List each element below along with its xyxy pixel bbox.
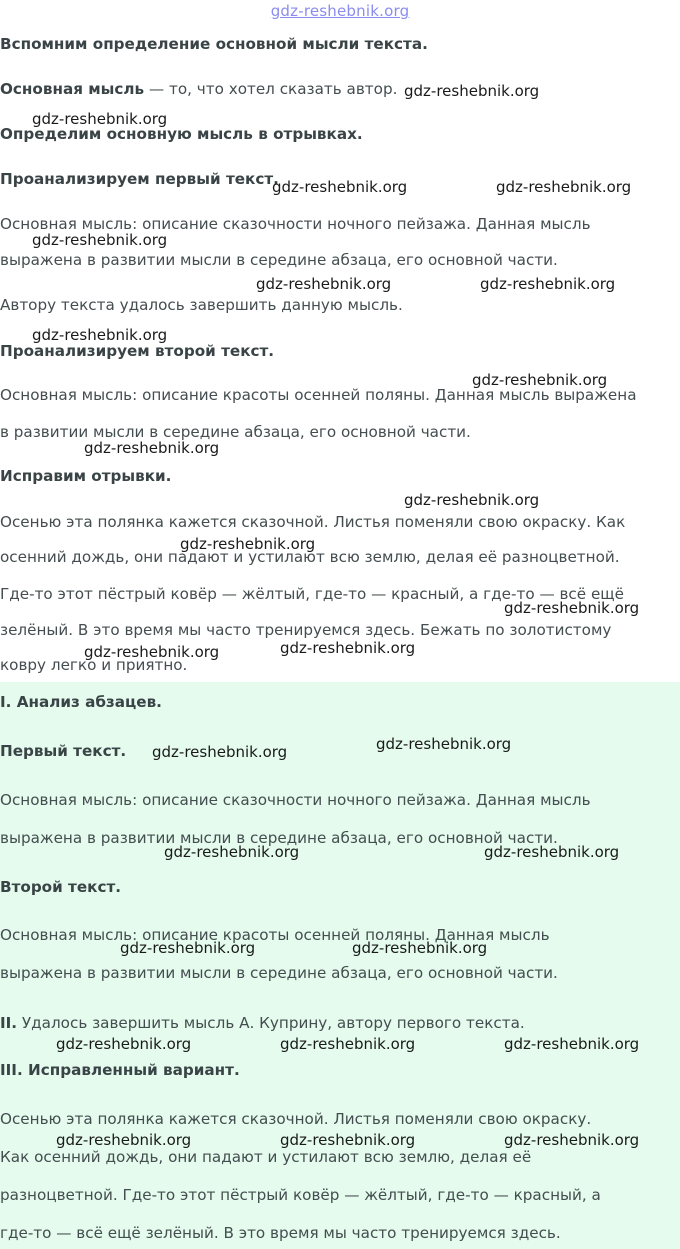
text-line [0, 1014, 525, 1032]
watermark-text: gdz-reshebnik.org [504, 1035, 640, 1053]
watermark-text: gdz-reshebnik.org [496, 178, 632, 196]
watermark-text: gdz-reshebnik.org [84, 439, 220, 457]
text-line: Осенью эта полянка кажется сказочной. Листья поменяли свою окраску. [0, 1110, 592, 1128]
text-line: Основная мысль: описание красоты осенней поляны. Данная мысль выражена [0, 386, 637, 404]
text-line: где-то — всё ещё зелёный. В это время мы часто тренируемся здесь. [0, 1224, 561, 1242]
watermark-text: gdz-reshebnik.org [32, 231, 168, 249]
text-line [0, 80, 397, 98]
text-line: Автору текста удалось завершить данную мысль. [0, 296, 403, 314]
watermark-text: gdz-reshebnik.org [376, 735, 512, 753]
text-line: выражена в развитии мысли в середине абзаца, его основной части. [0, 964, 558, 982]
heading-line: Второй текст. [0, 878, 122, 896]
heading-line: Определим основную мысль в отрывках. [0, 125, 363, 143]
heading-line: Исправим отрывки. [0, 467, 172, 485]
watermark-text: gdz-reshebnik.org [56, 1131, 192, 1149]
watermark-text: gdz-reshebnik.org [404, 82, 540, 100]
watermark-text: gdz-reshebnik.org [484, 843, 620, 861]
watermark-text: gdz-reshebnik.org [84, 643, 220, 661]
watermark-text: gdz-reshebnik.org [272, 178, 408, 196]
watermark-text: gdz-reshebnik.org [280, 639, 416, 657]
watermark-text: gdz-reshebnik.org [32, 110, 168, 128]
watermark-text: gdz-reshebnik.org [32, 326, 168, 344]
text-line: зелёный. В это время мы часто тренируемся здесь. Бежать по золотистому [0, 621, 612, 639]
text-line: Основная мысль: описание сказочности ночного пейзажа. Данная мысль [0, 791, 591, 809]
watermark-text: gdz-reshebnik.org [120, 939, 256, 957]
watermark-text: gdz-reshebnik.org [504, 1131, 640, 1149]
watermark-text: gdz-reshebnik.org [280, 1131, 416, 1149]
heading-line: Проанализируем первый текст. [0, 170, 279, 188]
watermark-text: gdz-reshebnik.org [480, 275, 616, 293]
watermark-text: gdz-reshebnik.org [180, 535, 316, 553]
text-line: в развитии мысли в середине абзаца, его основной части. [0, 423, 471, 441]
text-line: осенний дождь, они падают и устилают всю землю, делая её разноцветной. [0, 548, 620, 566]
text-line: разноцветной. Где-то этот пёстрый ковёр — жёлтый, где-то — красный, а [0, 1186, 601, 1204]
line-rest: — то, что хотел сказать автор. [144, 80, 398, 98]
text-line: Как осенний дождь, они падают и устилают всю землю, делая её [0, 1148, 532, 1166]
watermark-text: gdz-reshebnik.org [504, 599, 640, 617]
text-line: Основная мысль: описание сказочности ночного пейзажа. Данная мысль [0, 215, 591, 233]
heading-line: Первый текст. [0, 742, 127, 760]
text-line: ковру легко и приятно. [0, 656, 188, 674]
watermark-text: gdz-reshebnik.org [352, 939, 488, 957]
text-line: Где-то этот пёстрый ковёр — жёлтый, где-то — красный, а где-то — всё ещё [0, 585, 624, 603]
watermark-text: gdz-reshebnik.org [56, 1035, 192, 1053]
watermark-text: gdz-reshebnik.org [152, 743, 288, 761]
watermark-text: gdz-reshebnik.org [164, 843, 300, 861]
heading-line: Вспомним определение основной мысли текста. [0, 35, 428, 53]
heading-line: Проанализируем второй текст. [0, 342, 275, 360]
bold-term: Основная мысль [0, 80, 145, 98]
text-line: Основная мысль: описание красоты осенней поляны. Данная мысль [0, 926, 550, 944]
line-rest: Удалось завершить мысль А. Куприну, автору первого текста. [17, 1014, 525, 1032]
watermark-text: gdz-reshebnik.org [256, 275, 392, 293]
text-line: выражена в развитии мысли в середине абзаца, его основной части. [0, 251, 558, 269]
watermark-text: gdz-reshebnik.org [404, 491, 540, 509]
text-line: Осенью эта полянка кажется сказочной. Листья поменяли свою окраску. Как [0, 513, 626, 531]
heading-line: I. Анализ абзацев. [0, 693, 162, 711]
watermark-text: gdz-reshebnik.org [472, 371, 608, 389]
bold-term: II. [0, 1014, 18, 1032]
text-line: выражена в развитии мысли в середине абзаца, его основной части. [0, 829, 558, 847]
heading-line: III. Исправленный вариант. [0, 1061, 240, 1079]
watermark-text: gdz-reshebnik.org [280, 1035, 416, 1053]
site-link[interactable]: gdz-reshebnik.org [270, 2, 410, 20]
